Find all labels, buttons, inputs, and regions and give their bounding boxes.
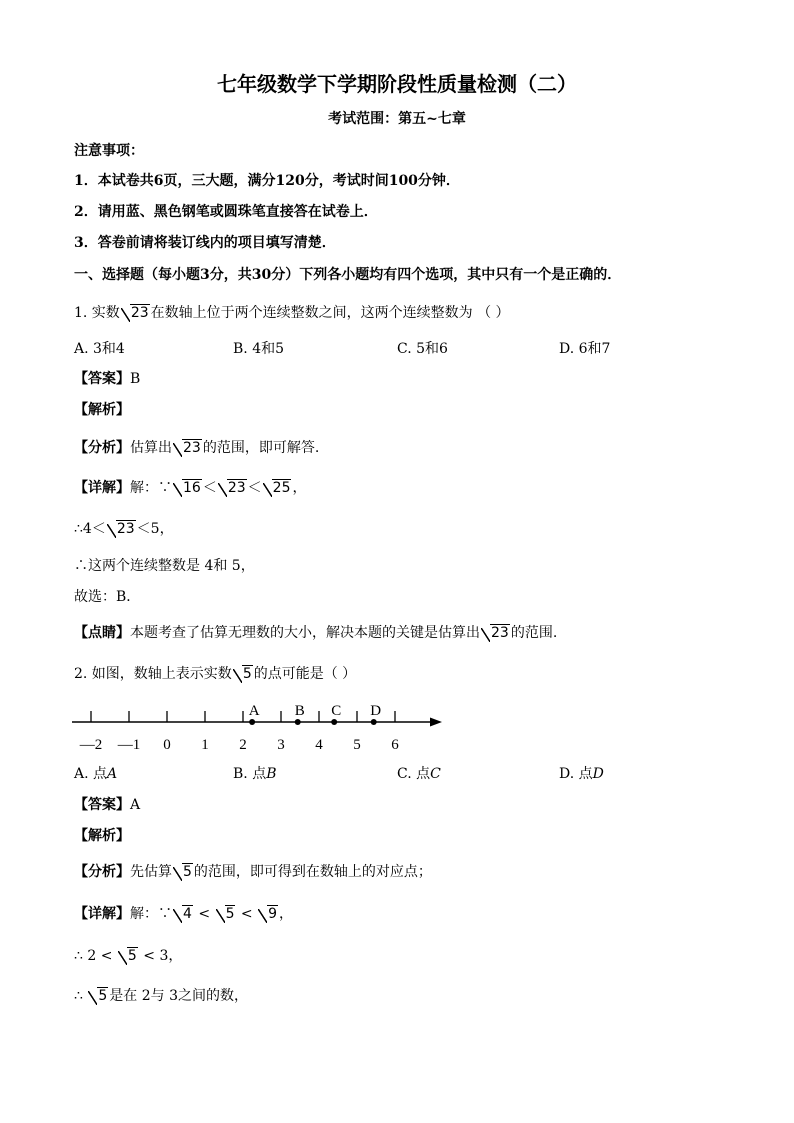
tick-label: 6 (391, 737, 399, 753)
tick-label: 1 (201, 737, 209, 753)
point-c (331, 719, 337, 725)
q2-analysis-tag: 【解析】 (74, 828, 130, 844)
sqrt-symbol: 23 (173, 439, 202, 457)
q2-option-b: B. 点B (233, 766, 277, 782)
q1-option-b: B. 4和5 (233, 341, 285, 357)
q2-detail: 【详解】解：∵ 4 < 5 < 9 ， (74, 906, 294, 922)
sqrt-symbol: 5 (216, 905, 236, 923)
tick-label: —1 (117, 737, 141, 753)
point-a (249, 719, 255, 725)
tick-label: —2 (79, 737, 103, 753)
section-1-heading: 一、选择题（每小题3分，共30分）下列各小题均有四个选项，其中只有一个是正确的． (74, 267, 622, 283)
sqrt-symbol: 16 (173, 479, 202, 497)
q1-step-3: 故选：B． (74, 589, 141, 605)
point-d (371, 719, 377, 725)
sqrt-symbol: 4 (173, 905, 193, 923)
tick-label: 2 (239, 737, 247, 753)
exam-scope: 考试范围：第五~七章 (328, 111, 466, 127)
axis-arrow (430, 718, 442, 727)
q2-option-d: D. 点D (559, 766, 604, 782)
tick-label: 4 (315, 737, 323, 753)
sqrt-symbol: 23 (121, 304, 150, 322)
q2-stem: 2. 如图，数轴上表示实数 5 的点可能是（ ） (74, 666, 357, 682)
q2-fenxi: 【分析】先估算 5 的范围，即可得到在数轴上的对应点； (74, 864, 432, 880)
point-label-c: C (331, 703, 342, 719)
sqrt-symbol: 9 (258, 905, 278, 923)
note-item-2: 2．请用蓝、黑色钢笔或圆珠笔直接答在试卷上． (74, 204, 378, 220)
q1-fenxi: 【分析】估算出 23 的范围，即可解答. (74, 440, 320, 456)
sqrt-symbol: 5 (88, 987, 108, 1005)
point-label-a: A (248, 703, 260, 719)
point-label-b: B (294, 703, 305, 719)
note-item-1: 1．本试卷共6页，三大题，满分120分，考试时间100分钟． (74, 173, 460, 189)
tick-label: 5 (353, 737, 361, 753)
note-item-3: 3．答卷前请将装订线内的项目填写清楚． (74, 235, 336, 251)
q1-option-c: C. 5和6 (397, 341, 448, 357)
tick-label: 0 (163, 737, 171, 753)
sqrt-symbol: 5 (118, 947, 138, 965)
tick-label: 3 (277, 737, 285, 753)
notes-heading: 注意事项： (74, 143, 144, 159)
q1-step-1: ∴4＜ 23 ＜5， (74, 521, 174, 537)
q1-detail: 【详解】解：∵ 16 ＜ 23 ＜ 25 ， (74, 480, 307, 496)
q2-step-1: ∴ 2 < 5 < 3， (74, 948, 183, 964)
sqrt-symbol: 25 (263, 479, 292, 497)
q1-answer: 【答案】B (74, 371, 141, 387)
q2-option-c: C. 点C (397, 766, 441, 782)
q2-option-a: A. 点A (74, 766, 118, 782)
sqrt-symbol: 5 (173, 863, 193, 881)
point-b (295, 719, 301, 725)
q2-answer: 【答案】A (74, 797, 141, 813)
number-line-figure (64, 698, 454, 756)
q1-stem: 1. 实数 23 在数轴上位于两个连续整数之间，这两个连续整数为 （ ） (74, 305, 510, 321)
q1-dianjing: 【点睛】本题考查了估算无理数的大小，解决本题的关键是估算出 23 的范围. (74, 625, 558, 641)
sqrt-symbol: 23 (107, 520, 136, 538)
sqrt-symbol: 23 (481, 624, 510, 642)
page-title: 七年级数学下学期阶段性质量检测（二） (217, 72, 577, 96)
q1-option-d: D. 6和7 (559, 341, 611, 357)
q1-option-a: A. 3和4 (74, 341, 125, 357)
point-label-d: D (370, 703, 382, 719)
sqrt-symbol: 23 (218, 479, 247, 497)
q1-step-2: ∴这两个连续整数是 4和 5， (74, 558, 255, 574)
q1-analysis-tag: 【解析】 (74, 402, 130, 418)
q2-step-2: ∴ 5 是在 2与 3之间的数， (74, 988, 248, 1004)
sqrt-symbol: 5 (233, 665, 253, 683)
